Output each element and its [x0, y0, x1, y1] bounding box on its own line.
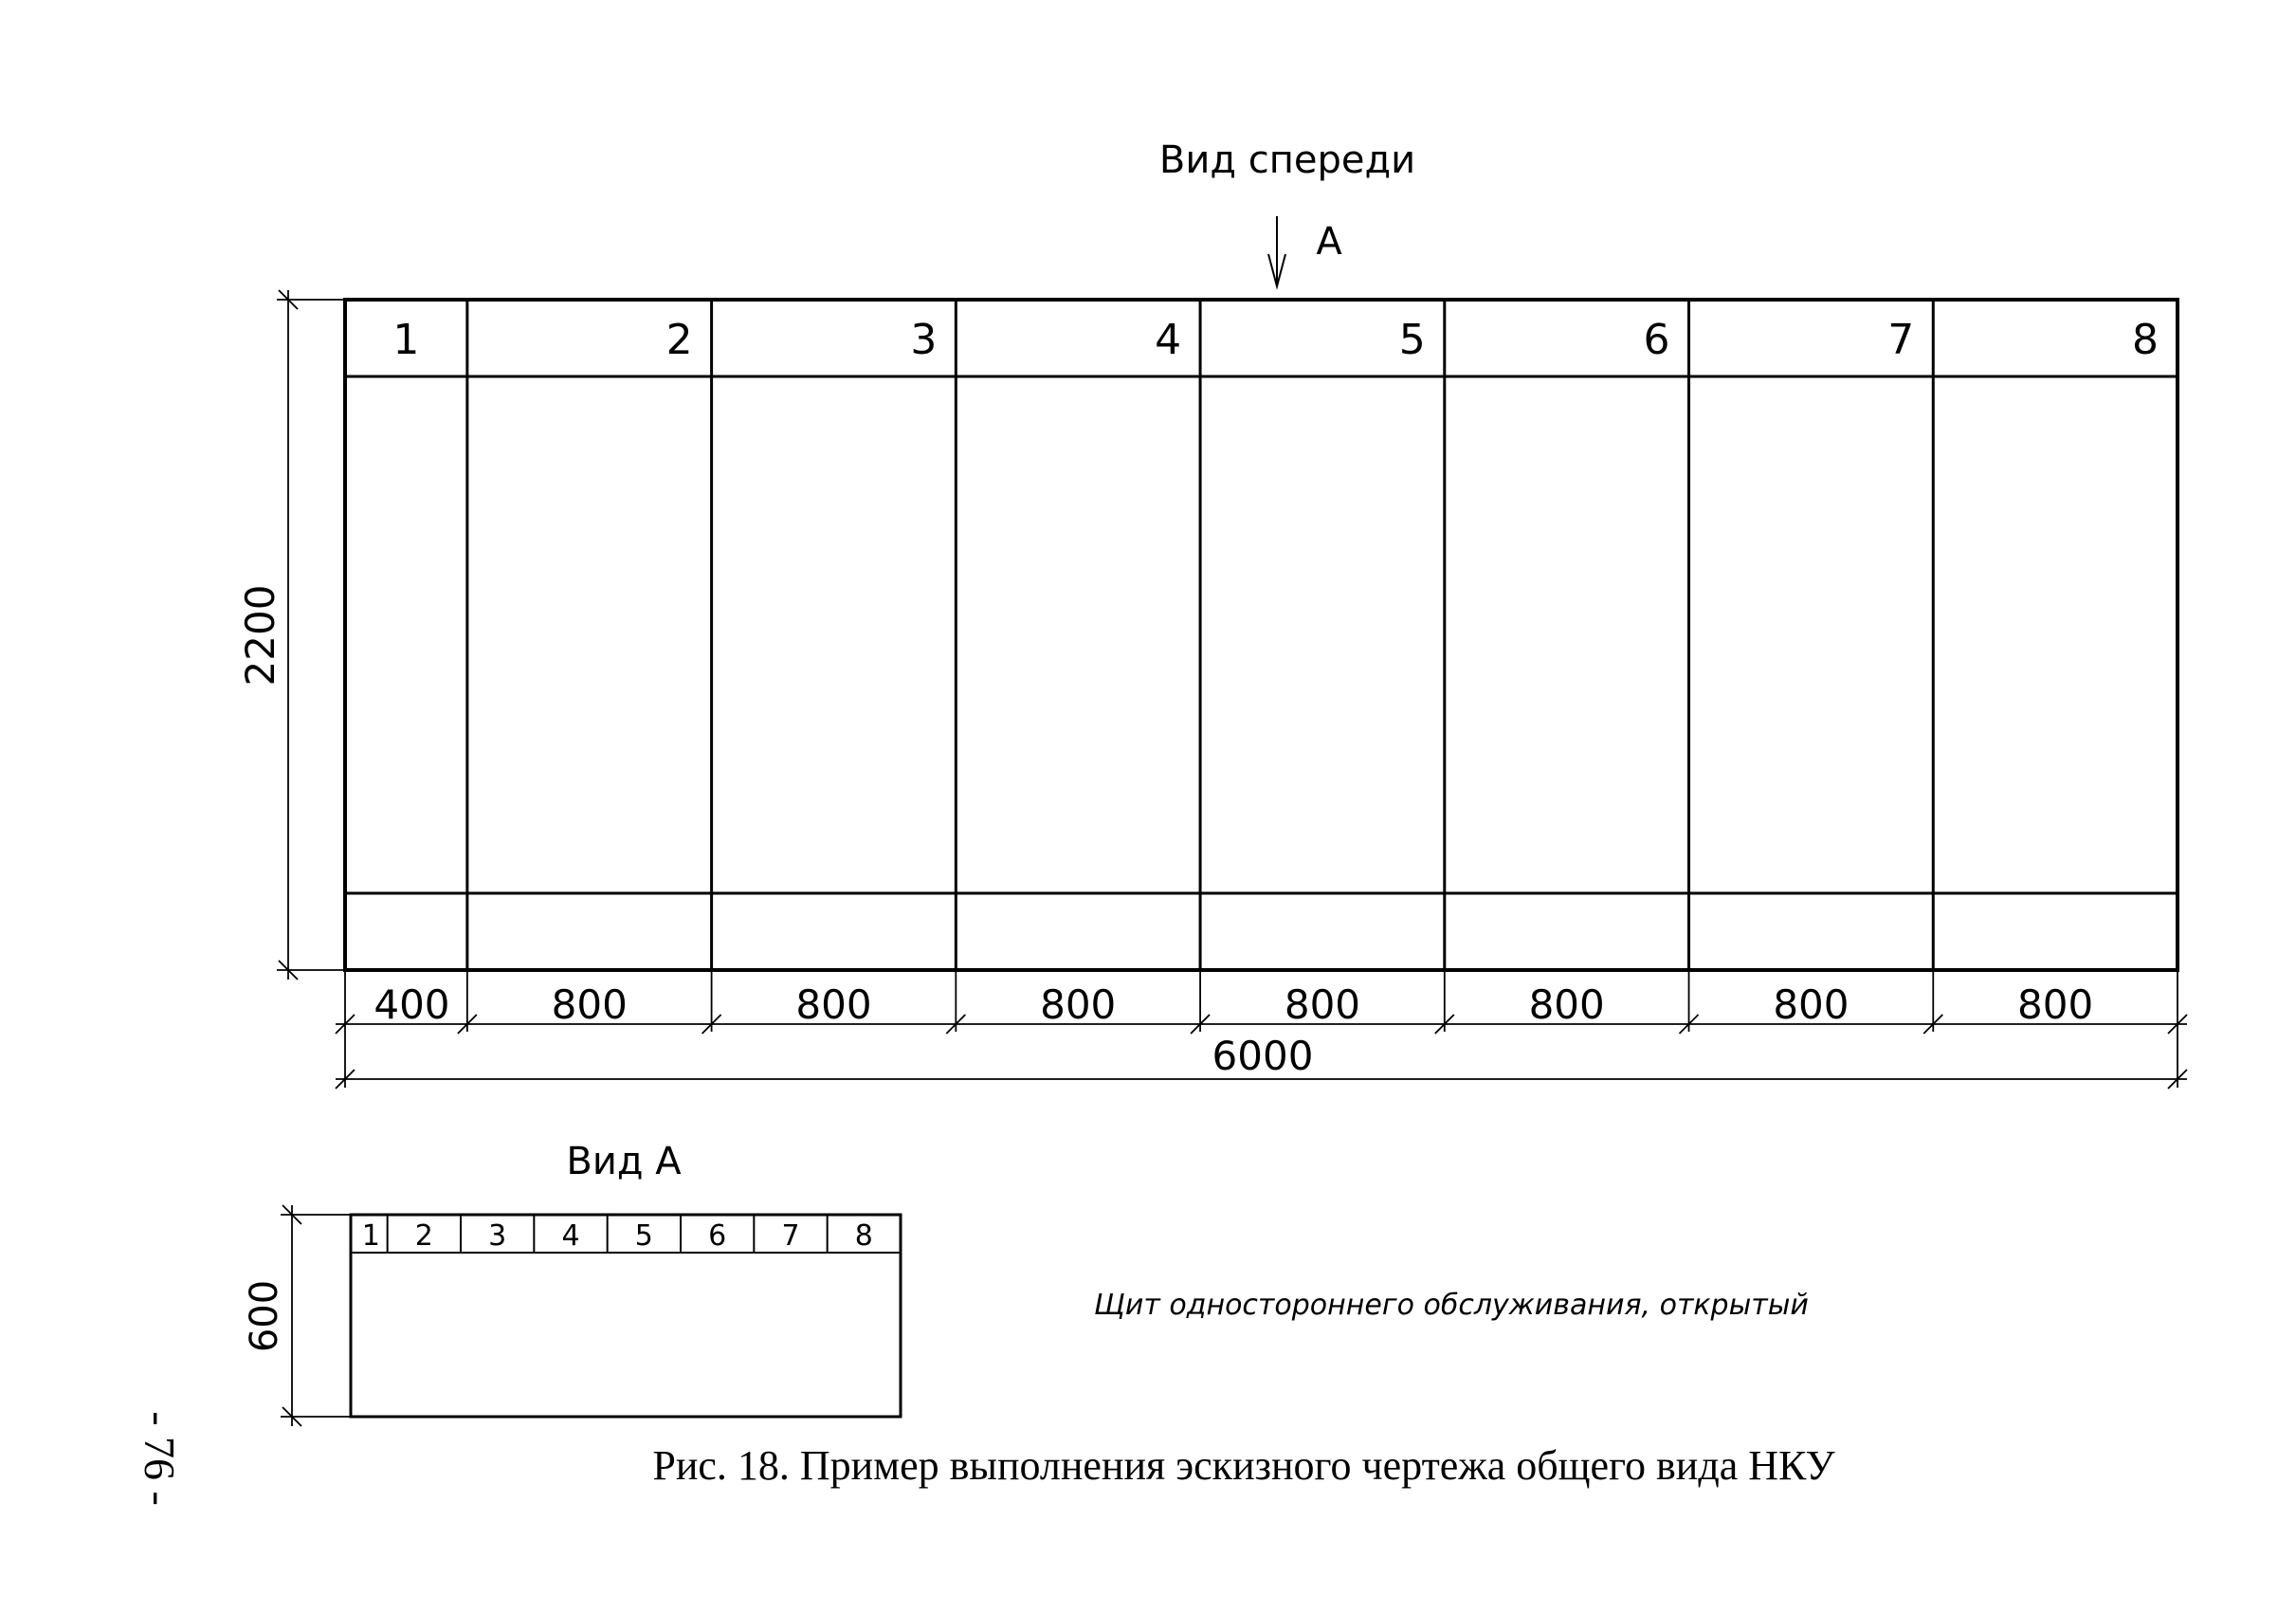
cabinet-numbers [392, 316, 2159, 364]
cabinet-number: 8 [2132, 316, 2159, 364]
cabinet-number: 6 [1643, 316, 1670, 364]
cabinet-width-value: 800 [2017, 981, 2094, 1028]
view-a-outline [351, 1215, 901, 1417]
depth-dim-value: 600 [243, 1279, 286, 1353]
cabinet-number: 7 [1887, 316, 1915, 364]
cabinet-number: 2 [665, 316, 693, 364]
view-a-cell-number: 4 [561, 1219, 580, 1253]
cabinet-width-value: 800 [1773, 981, 1850, 1028]
view-a-cell-number: 8 [854, 1219, 873, 1253]
height-dim-value: 2200 [237, 584, 283, 687]
cabinet-dividers [467, 300, 1933, 970]
cabinet-width-value: 800 [1040, 981, 1117, 1028]
page-number: - 76 - [136, 1411, 184, 1506]
view-a-cell-number: 7 [781, 1219, 800, 1253]
cabinet-width-value: 800 [795, 981, 872, 1028]
view-a-arrow-label: А [1316, 220, 1342, 264]
cabinet-number: 3 [910, 316, 938, 364]
view-a-cell-number: 5 [634, 1219, 653, 1253]
total-width-value: 6000 [1212, 1033, 1314, 1079]
view-a-cell-number: 2 [414, 1219, 433, 1253]
view-a-cell-number: 1 [361, 1219, 380, 1253]
cabinet-number: 1 [392, 316, 420, 364]
front-view-outline [345, 300, 2178, 970]
cabinet-width-value: 800 [1284, 981, 1361, 1028]
cabinet-width-value: 800 [1528, 981, 1605, 1028]
figure-caption: Рис. 18. Пример выполнения эскизного чертежа общего вида НКУ [652, 1442, 1835, 1489]
view-a-cells [362, 1215, 873, 1253]
cabinet-number: 5 [1398, 316, 1426, 364]
panel-note: Щит одностороннего обслуживания, открытый [1094, 1289, 1809, 1322]
front-view-title: Вид спереди [1158, 138, 1416, 182]
view-a-title: Вид А [566, 1140, 682, 1183]
cabinet-width-value: 400 [374, 981, 450, 1028]
width-dimensions [336, 970, 2187, 1034]
view-a-cell-number: 3 [488, 1219, 507, 1253]
cabinet-width-value: 800 [551, 981, 628, 1028]
view-a-cell-number: 6 [708, 1219, 727, 1253]
cabinet-number: 4 [1155, 316, 1182, 364]
